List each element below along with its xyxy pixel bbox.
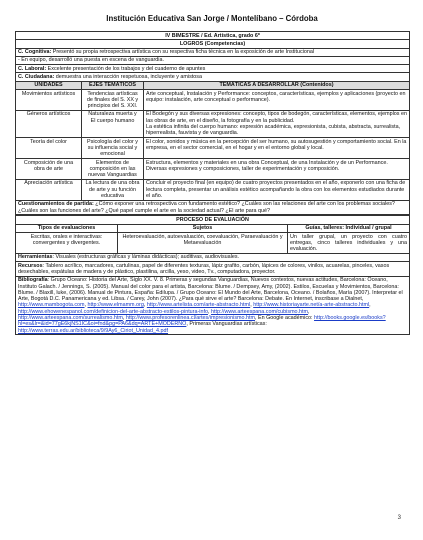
competencia-cognitiva-extra: - En equipo, desarrolló una puesta en escena de vanguardia. <box>16 56 410 64</box>
eje-cell: Psicología del color y su influencia social y emocional <box>82 138 144 159</box>
tematica-cell: Concluir el proyecto final (en equipo) de cuatro proyectos presentados en el año, exponerlo con una ficha de lectura completa, presentar un análisis estético acompañando la obra con los elementos estudiados durante el año. <box>144 179 410 200</box>
table-row <box>16 110 410 137</box>
unidad-cell: Apreciación artística <box>16 179 82 200</box>
eval-sujetos: Heteroevaluación, autoevaluación, coevaluación, Paraevaluación y Metaevaluación <box>118 233 288 254</box>
table-row <box>16 90 410 111</box>
eval-tipos: Escritas, orales e interactivas: convergentes y divergentes. <box>16 233 118 254</box>
header-tematicas: TEMÁTICAS A DESARROLLAR (Contenidos) <box>144 81 410 89</box>
tematica-cell: El Bodegón y sus diversas expresiones: concepto, tipos de bodegón, características, elementos, ejemplos en las obras de arte, en el diseño, la fotografía y en la publicidad. La estética infinita del cuerpo humano: expresión académica, expresionista, cubista, abstracta, surrealista, hiperrealista, fauvista y de vanguardia. <box>144 110 410 137</box>
bib-link[interactable]: http://www.arteespana.com/cubismo.htm <box>210 308 309 315</box>
tematica-cell: El color, sonidos y música en la percepción del ser humano, su autosugestión y comportamiento social. En la empresa, en el sector comercial, en el hogar y en el entorno global y local. <box>144 138 410 159</box>
bib-link[interactable]: http://www.mambogota.com <box>18 302 85 309</box>
document-page <box>15 14 409 335</box>
eval-header-tipos: Tipos de evaluaciones <box>16 224 118 232</box>
eje-cell: Tendencias artísticas de finales del S. XX y principios del S. XXI. <box>82 90 144 111</box>
table-row <box>16 138 410 159</box>
school-title: Institución Educativa San Jorge / Montelíbano – Córdoba <box>106 14 318 23</box>
bib-link[interactable]: http://www.arteespana.com/surrealismo.htm <box>18 315 123 322</box>
evaluation-title: PROCESO DE EVALUACIÓN <box>16 216 410 224</box>
competencia-cognitiva: C. Cognitiva: Presentó su propia retrospectiva artística con su respectiva ficha técnica en la exposición de arte Institucional <box>16 48 410 56</box>
cuestionamientos: Cuestionamientos de partida: ¿Cómo exponer una retrospectiva con fundamento estético? ¿Cuáles son las relaciones del arte con los problemas sociales? ¿Cuáles son las funciones del arte? ¿Qué papel cumple el arte en la sociedad actual? ¿El arte para qué? <box>16 200 410 215</box>
bib-link[interactable]: http://www.ehowenespanol.com/definicion-del-arte-abstracto-estilos-pintura-info <box>18 308 208 315</box>
bib-link[interactable]: http://books.google.es/books?hl=es&lr=&id=77gE6kjNS1IC&oi=fnd&pg=PA6&dq=ARTE+MODERNO <box>18 315 386 328</box>
bib-link[interactable]: http://www.terras.edu.ar/biblioteca/9/9Ay6_Ciriot_Unidad_4.pdf <box>18 327 169 334</box>
bib-link[interactable]: http://www.artelista.com/arte-abstracto.html <box>146 302 251 309</box>
table-row <box>16 159 410 180</box>
competencia-laboral: C. Laboral: Excelente presentación de los trabajos y del cuaderno de apuntes <box>16 65 410 73</box>
eje-cell: Elementos de composición en las nuevas Vanguardias <box>82 159 144 180</box>
recursos: Recursos: Tablero acrílico, marcadores, cartulinas, papel de diferentes texturas, lápiz grafito, carbón, lápices de colores, vinilos, acuarelas, pinceles, vasos desechables, espátulas de madera y de plástico, plastilina, arcilla, yeso, video, Tv., computadora, proyector. <box>16 262 410 277</box>
tematica-cell: Arte conceptual, Instalación y Performance: conceptos, características, ejemplos y aplicaciones (proyecto en equipo: instalación, arte conceptual o performance). <box>144 90 410 111</box>
unidad-cell: Géneros artísticos <box>16 110 82 137</box>
bib-link[interactable]: http://www.elmamm.org <box>87 302 144 309</box>
unidad-cell: Teoría del color <box>16 138 82 159</box>
eval-guias: Un taller grupal, un proyecto con cuatro entregas, cinco talleres individuales y una evaluación. <box>288 233 410 254</box>
competencia-ciudadana: C. Ciudadana: demuestra una interacción respetuosa, incluyente y amistosa <box>16 73 410 81</box>
bibliografia: Bibliografía: Grupo Oceano: Historia del Arte, Siglo XX. V. 8. Primeras y segundas Vanguardias, Nuevos contextos, nuevas actitudes, Barcelona: Oceano, Instituto Galach. / Jennings, S. (2005). Manual del color para el artista, Barcelona: Blume. / Dempsey, Amy, (2002). Estilos, Escuelas y Movimientos, Barcelona: Blume. / Blaxill, luke, (2006). Manual de Pintura, España: Edilupa. / Grupo Oceano: El Mundo del Arte, Barcelona, Oceano. / Bolaños, María (2007). Interpretar el Arte, Bogotá D.C. Panamericana y ed. Libsa. / Carey, John (2007). ¿Para qué sirve el arte? Barcelona: Debate. En Internet, inscribase a Dialnet, http://www.mambogota.com, http://www.elmamm.org, http://www.artelista.com/arte-abstracto.html, http://www.historiayarte.net/a-arte-abstracto.html, http://www.ehowenespanol.com/definicion-del-arte-abstracto-estilos-pintura-info, http://www.arteespana.com/cubismo.htm, http://www.arteespana.com/surrealismo.htm, http://www.profesorenlinea.cl/artes/impresionismo.htm, En Google académico: http://books.google.es/books?hl=es&lr=&id=77gE6kjNS1IC&oi=fnd&pg=PA6&dq=ARTE+MODERNO, Primeras Vanguardias artísticas: http://www.terras.edu.ar/biblioteca/9/9Ay6_Ciriot_Unidad_4.pdf <box>16 276 410 335</box>
tematica-cell: Estructura, elementos y materiales en una obra Conceptual, de una Instalación y de un Performance. Diversas expresiones y composiciones, taller de experimentación y composición. <box>144 159 410 180</box>
bib-link[interactable]: http://www.profesorenlinea.cl/artes/impresionismo.htm <box>125 315 255 322</box>
eval-header-guias: Guías, talleres: Individual / grupal <box>288 224 410 232</box>
plan-table <box>15 31 410 215</box>
unidad-cell: Movimientos artísticos <box>16 90 82 111</box>
herramientas: Herramientas: Visuales (estructuras gráficas y láminas didácticas); auditivas, audiovisuales. <box>16 253 410 261</box>
table-row <box>16 179 410 200</box>
unidad-cell: Composición de una obra de arte <box>16 159 82 180</box>
page-number: 3 <box>397 515 401 521</box>
header-unidades: UNIDADES <box>16 81 82 89</box>
eje-cell: La lectura de una obra de arte y su función educativa <box>82 179 144 200</box>
bimestre-line: IV BIMESTRE / Ed. Artística, grado 6º <box>16 32 410 40</box>
eval-header-sujetos: Sujetos <box>118 224 288 232</box>
eje-cell: Naturaleza muerta y El cuerpo humano <box>82 110 144 137</box>
logros-title: LOGROS (Competencias) <box>16 40 410 48</box>
bib-link[interactable]: http://www.historiayarte.net/a-arte-abstracto.html <box>253 302 370 309</box>
evaluation-table <box>15 215 410 335</box>
header-ejes: EJES TEMÁTICOS <box>82 81 144 89</box>
